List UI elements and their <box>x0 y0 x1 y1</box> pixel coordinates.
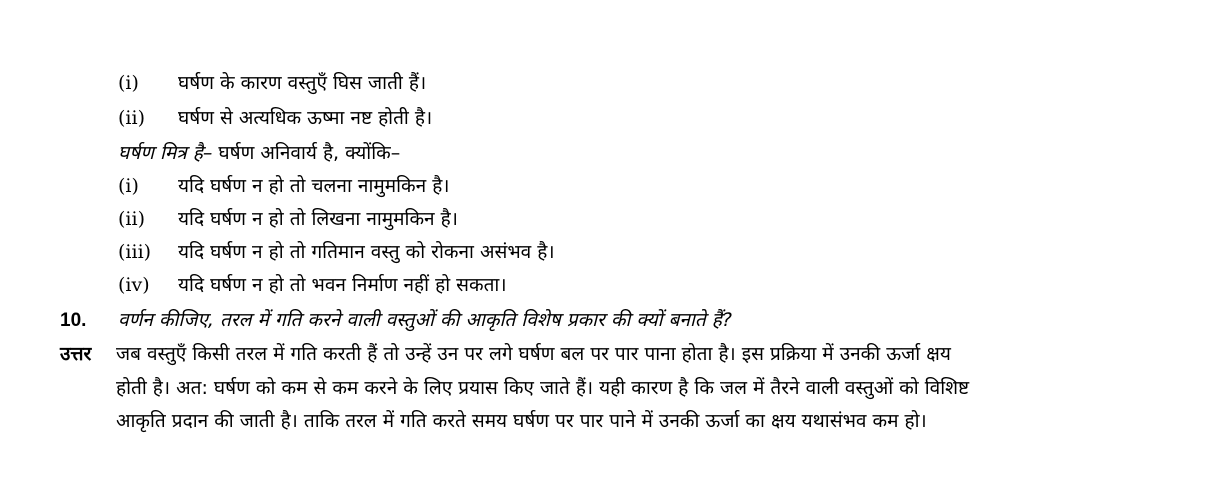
list-item-number: (i) <box>118 175 139 197</box>
list-item-text: यदि घर्षण न हो तो गतिमान वस्तु को रोकना असंभव है। <box>178 241 555 263</box>
friction-friend-line <box>118 140 400 166</box>
list-item <box>118 206 458 232</box>
list-item <box>118 272 507 298</box>
list-item-number: (iii) <box>118 241 152 263</box>
answer-line-2 <box>116 375 969 401</box>
answer-text-line-3: आकृति प्रदान की जाती है। ताकि तरल में गति करते समय घर्षण पर पार पाने में उनकी ऊर्जा का क्षय यथासंभव कम हो। <box>116 410 927 432</box>
answer-text-line-2: होती है। अत: घर्षण को कम से कम करने के लिए प्रयास किए जाते हैं। यही कारण है कि जल में तैरने वाली वस्तुओं को विशिष्ट <box>116 377 970 399</box>
list-item-text: घर्षण के कारण वस्तुएँ घिस जाती हैं। <box>178 72 427 94</box>
list-item <box>118 239 555 265</box>
list-item <box>118 173 450 199</box>
answer-line-1 <box>60 341 951 367</box>
list-item <box>118 70 426 96</box>
question-text: वर्णन कीजिए, तरल में गति करने वाली वस्तुओं की आकृति विशेष प्रकार की क्यों बनाते हैं? <box>118 309 732 331</box>
list-item-text: घर्षण से अत्यधिक ऊष्मा नष्ट होती है। <box>178 107 433 129</box>
answer-line-3 <box>116 408 927 434</box>
list-item-number: (iv) <box>118 274 150 296</box>
list-item-text: यदि घर्षण न हो तो लिखना नामुमकिन है। <box>178 208 458 230</box>
list-item-number: (i) <box>118 72 139 94</box>
question <box>60 307 732 334</box>
friction-friend-text: घर्षण अनिवार्य है, क्योंकि– <box>212 142 401 164</box>
question-number: 10. <box>60 310 87 331</box>
list-item <box>118 105 432 131</box>
list-item-text: यदि घर्षण न हो तो चलना नामुमकिन है। <box>178 175 450 197</box>
list-item-text: यदि घर्षण न हो तो भवन निर्माण नहीं हो सकता। <box>178 274 507 296</box>
list-item-number: (ii) <box>118 208 145 230</box>
answer-text-line-1: जब वस्तुएँ किसी तरल में गति करती हैं तो उन्हें उन पर लगे घर्षण बल पर पार पाना होता है। इस प्रक्रिया में उनकी ऊर्जा क्षय <box>116 343 951 365</box>
list-item-number: (ii) <box>118 107 145 129</box>
answer-label: उत्तर <box>60 343 92 365</box>
friction-friend-heading: घर्षण मित्र है– <box>118 142 213 164</box>
